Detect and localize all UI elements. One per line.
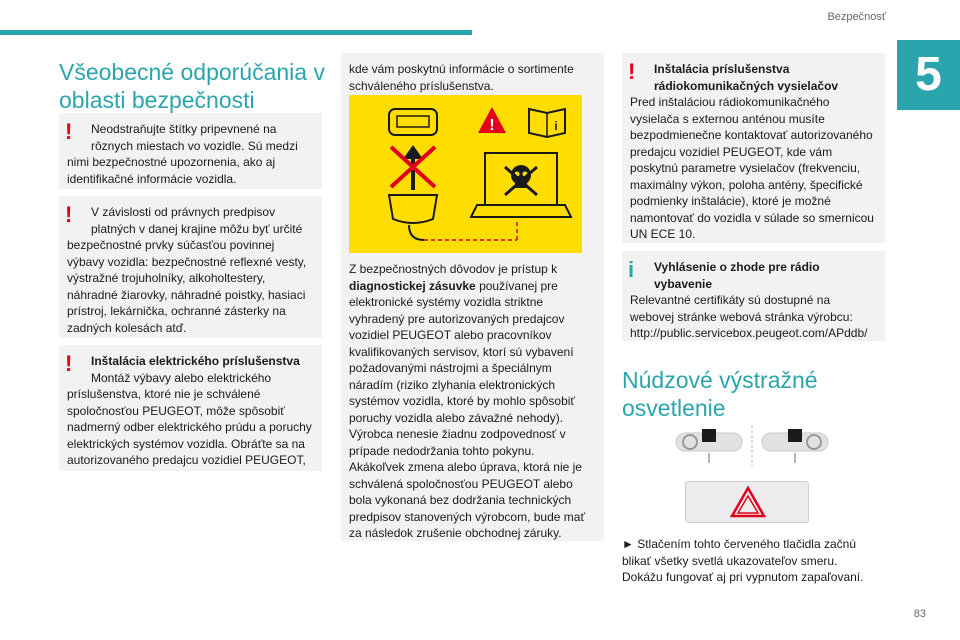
steering-wheel-switches-illustration xyxy=(672,425,832,467)
hazard-lights-text xyxy=(622,536,884,586)
general-safety-heading xyxy=(59,58,329,114)
box-title: Inštalácia príslušenstva xyxy=(654,62,790,76)
text-line: Akákoľvek zmena alebo úprava, ktorá nie je xyxy=(349,460,582,474)
text-line: Relevantné certifikáty sú dostupné na xyxy=(630,293,831,307)
text-line: výstražné trojuholníky, alkoholtestery, xyxy=(67,271,266,285)
text-line: vozidiel PEUGEOT alebo pracovníkov xyxy=(349,328,552,342)
text-line: zadných kolesách atď. xyxy=(67,320,187,335)
text-line: Montáž výbavy alebo elektrického xyxy=(91,370,272,385)
box-title: Vyhlásenie o zhode pre rádio xyxy=(654,260,820,274)
header-accent-bar xyxy=(0,30,472,35)
text-line: systémov vozidla, ktoré by mohlo spôsobiť xyxy=(349,394,575,408)
text-line: za následok zrušenie obchodnej záruky. xyxy=(349,526,562,540)
text-line: náhradné žiarovky, náhradné poistky, hasiaci xyxy=(67,287,306,302)
text-line: kvalifikovaných servisov, ktorí sú vybavení xyxy=(349,344,574,359)
text-line: bezpečnostné prvky súčasťou povinnej xyxy=(67,238,275,252)
text-line: elektrických systémov vozidla. Obráťte sa na xyxy=(67,436,305,451)
text-line: náradím (riziko zlyhania elektronických xyxy=(349,377,556,392)
hazard-svg xyxy=(686,482,810,524)
hazard-warning-button xyxy=(685,481,809,523)
text-line: nimi bezpečnostné upozornenia, ako aj xyxy=(67,155,276,169)
heading-line: Všeobecné odporúčania v xyxy=(59,59,325,85)
text-line: poskytnú parametre vysielačov (frekvenciu, xyxy=(630,161,861,175)
text-line: ► Stlačením tohto červeného tlačidla začnú xyxy=(622,537,857,551)
hazard-triangle-icon xyxy=(732,488,764,516)
text-line: prístroj, lekárnička, ochranné zásterky na xyxy=(67,304,286,318)
warning-box-electrical xyxy=(59,345,322,471)
warning-box-labels xyxy=(59,113,322,189)
text-span: používanej pre xyxy=(475,278,558,293)
exclamation-icon: ! xyxy=(65,202,73,227)
text-line: webovej stránke webová stránka výrobcu: xyxy=(630,309,853,324)
exclamation-icon: ! xyxy=(628,59,636,84)
warning-triangle-mark: ! xyxy=(489,117,495,134)
warning-box-equipment xyxy=(59,196,322,338)
text-line: bezpodmienečne kontaktovať autorizovaného xyxy=(630,128,873,142)
text-line: schválená spoločnosťou PEUGEOT alebo xyxy=(349,476,573,491)
info-icon: i xyxy=(628,257,635,282)
chapter-number: 5 xyxy=(897,40,960,110)
exclamation-icon: ! xyxy=(65,351,73,376)
text-line: spoločnosťou PEUGEOT, môže spôsobiť xyxy=(67,403,285,418)
box-title: vybavenie xyxy=(654,276,713,291)
text-line: http://public.servicebox.peugeot.com/APddb/ xyxy=(630,326,868,340)
exclamation-icon: ! xyxy=(65,119,73,144)
box-title: Inštalácia elektrického príslušenstva xyxy=(91,354,300,368)
heading-line: Núdzové výstražné xyxy=(622,367,818,393)
obd-pins xyxy=(397,116,429,127)
text-line: Výrobca nenesie žiadnu zodpovednosť v xyxy=(349,427,566,441)
text-line: Neodstraňujte štítky pripevnené na xyxy=(91,122,277,136)
text-line: Pred inštaláciou rádiokomunikačného xyxy=(630,95,830,109)
text-line: poruchy vozidla alebo závažné nehody). xyxy=(349,410,564,425)
text-line: rôznych miestach vo vozidle. Sú medzi xyxy=(91,138,298,153)
text-line: blikať všetky svetlá ukazovateľov smeru. xyxy=(622,553,838,568)
box-title: rádiokomunikačných vysielačov xyxy=(654,78,839,93)
text-line: schváleného príslušenstva. xyxy=(349,78,494,93)
text-line: príslušenstva, ktoré nie je schválené xyxy=(67,387,261,401)
obd-connector-icon xyxy=(389,195,437,223)
text-line xyxy=(349,278,599,295)
text-line: vysielača s externou anténou musíte xyxy=(630,111,825,126)
hazard-button-icon xyxy=(788,429,802,442)
text-line: V závislosti od právnych predpisov xyxy=(91,205,276,219)
hazard-lights-heading xyxy=(622,366,882,422)
text-line: identifikačné informácie vozidla. xyxy=(67,171,237,186)
text-line: bola vykonaná bez dodržania technických xyxy=(349,493,572,507)
hazard-button-icon xyxy=(702,429,716,442)
text-line: vyhradený pre autorizovaných predajcov xyxy=(349,311,565,326)
heading-line: osvetlenie xyxy=(622,395,726,421)
info-box-radio-conformity xyxy=(622,251,885,341)
page-number: 83 xyxy=(913,608,926,620)
text-line: prípade nedodržania tohto pokynu. xyxy=(349,443,535,458)
diagnostic-diagram-svg xyxy=(349,95,582,253)
warning-box-radio-transmitters xyxy=(622,53,885,243)
text-line: podmienky inštalácie), ktoré je možné xyxy=(630,194,831,208)
obd-plug-icon xyxy=(389,109,437,135)
text-line: nadmerný odber elektrického prúdu a poruchy xyxy=(67,420,312,434)
text-line: UN ECE 10. xyxy=(630,227,696,241)
text-line: predpisov stanovených výrobcom, bude mať xyxy=(349,509,585,524)
text-line: požadovanými nástrojmi a špeciálnym xyxy=(349,361,552,375)
text-line: autorizovaného predajcu vozidiel PEUGEOT, xyxy=(67,453,306,467)
text-line: namontovať do vozidla v súlade so smernicou xyxy=(630,210,874,225)
bold-term: diagnostickej zásuvke xyxy=(349,278,476,293)
text-line: Z bezpečnostných dôvodov je prístup k xyxy=(349,262,558,276)
heading-line: oblasti bezpečnosti xyxy=(59,87,255,113)
diagnostic-warning-text xyxy=(349,261,599,542)
text-line: kde vám poskytnú informácie o sortimente xyxy=(349,62,574,76)
text-line: Dokážu fungovať aj pri vypnutom zapaľovaní. xyxy=(622,570,864,584)
text-line: predajcu vozidiel PEUGEOT, kde vám xyxy=(630,144,833,159)
text-line: výbavy vozidla: bezpečnostné reflexné vesty, xyxy=(67,254,307,269)
switches-svg xyxy=(672,425,832,467)
text-line: elektronické systémy vozidla striktne xyxy=(349,295,544,309)
text-line: maximálny výkon, poloha antény, špecifické xyxy=(630,177,863,192)
section-name: Bezpečnosť xyxy=(827,11,886,23)
diagnostic-socket-diagram xyxy=(349,95,582,253)
svg-text:i: i xyxy=(554,119,558,133)
text-line: platných v danej krajine môžu byť určité xyxy=(91,221,303,236)
